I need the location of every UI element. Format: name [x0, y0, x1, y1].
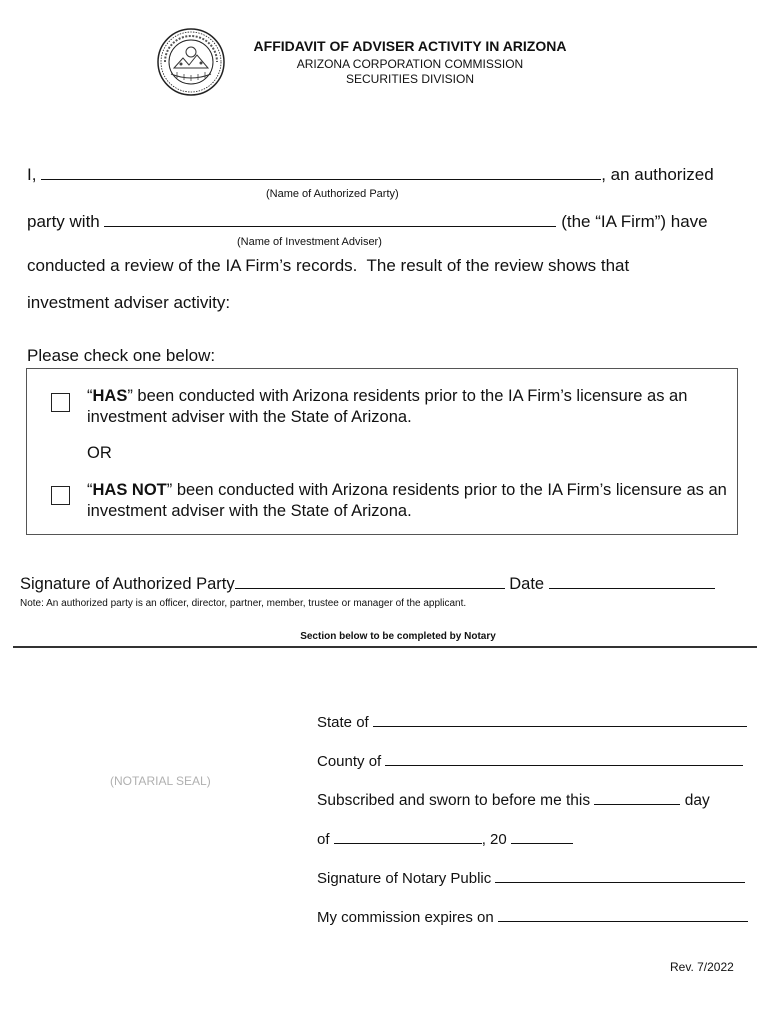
date-field[interactable]	[549, 573, 715, 589]
division-name: SECURITIES DIVISION	[345, 72, 475, 86]
section-divider	[13, 646, 757, 648]
has-not-description: ” been conducted with Arizona residents prior to the IA Firm’s licensure as an investment adviser with the State of Arizona.	[87, 481, 727, 520]
notary-signature-label: Signature of Notary Public	[317, 870, 492, 887]
notary-section-label: Section below to be completed by Notary	[300, 631, 496, 642]
of-label: of	[317, 831, 330, 848]
agency-name: ARIZONA CORPORATION COMMISSION	[296, 57, 524, 71]
authorized-party-name-field[interactable]	[41, 164, 601, 180]
investment-adviser-name-field[interactable]	[104, 211, 556, 227]
name-of-authorized-party-caption: (Name of Authorized Party)	[266, 188, 399, 200]
commission-expires-label: My commission expires on	[317, 909, 494, 926]
date-label: Date	[509, 575, 545, 593]
notary-signature-field[interactable]	[495, 867, 745, 883]
statement-prefix-i: I,	[27, 165, 37, 184]
signature-label: Signature of Authorized Party	[20, 575, 235, 593]
has-option-text	[87, 386, 737, 428]
sworn-day-field[interactable]	[594, 789, 680, 805]
county-of-label: County of	[317, 753, 382, 770]
ia-firm-suffix: (the “IA Firm”) have	[561, 212, 708, 231]
signature-field[interactable]	[235, 573, 505, 589]
authorized-suffix: , an authorized	[601, 165, 714, 184]
statement-line-2	[27, 211, 708, 232]
commission-expires-line	[317, 906, 748, 926]
has-not-option-text	[87, 480, 737, 522]
or-label: OR	[87, 444, 112, 462]
open-quote: “	[87, 387, 93, 405]
has-not-checkbox[interactable]	[51, 486, 70, 505]
county-field[interactable]	[385, 750, 743, 766]
statement-line-4: investment adviser activity:	[27, 293, 231, 312]
month-field[interactable]	[334, 828, 482, 844]
sworn-line	[317, 789, 710, 810]
commission-expiry-field[interactable]	[498, 906, 748, 922]
county-of-line	[317, 750, 743, 770]
statement-line-1	[27, 164, 714, 185]
has-description: ” been conducted with Arizona residents prior to the IA Firm’s licensure as an investment adviser with the State of Arizona.	[87, 387, 688, 426]
year-prefix-label: , 20	[481, 831, 507, 848]
state-of-label: State of	[317, 714, 369, 731]
authorized-party-note: Note: An authorized party is an officer, director, partner, member, trustee or manager of the applicant.	[20, 598, 467, 609]
signature-line	[20, 573, 715, 594]
state-field[interactable]	[373, 711, 747, 727]
year-field[interactable]	[511, 828, 573, 844]
check-one-prompt: Please check one below:	[27, 346, 216, 365]
has-checkbox[interactable]	[51, 393, 70, 412]
has-not-label: HAS NOT	[92, 481, 167, 499]
revision-label: Rev. 7/2022	[670, 960, 734, 974]
document-title: AFFIDAVIT OF ADVISER ACTIVITY IN ARIZONA	[253, 38, 567, 54]
month-year-line	[317, 828, 573, 848]
statement-line-3: conducted a review of the IA Firm’s records. The result of the review shows that	[27, 256, 630, 275]
sworn-label: Subscribed and sworn to before me this	[317, 792, 591, 809]
notary-signature-line	[317, 867, 745, 887]
party-with-label: party with	[27, 212, 100, 231]
open-quote: “	[87, 481, 93, 499]
day-label: day	[684, 792, 710, 809]
state-of-line	[317, 711, 747, 731]
name-of-investment-adviser-caption: (Name of Investment Adviser)	[237, 236, 382, 248]
has-label: HAS	[92, 387, 128, 405]
notarial-seal-placeholder: (NOTARIAL SEAL)	[110, 774, 211, 788]
